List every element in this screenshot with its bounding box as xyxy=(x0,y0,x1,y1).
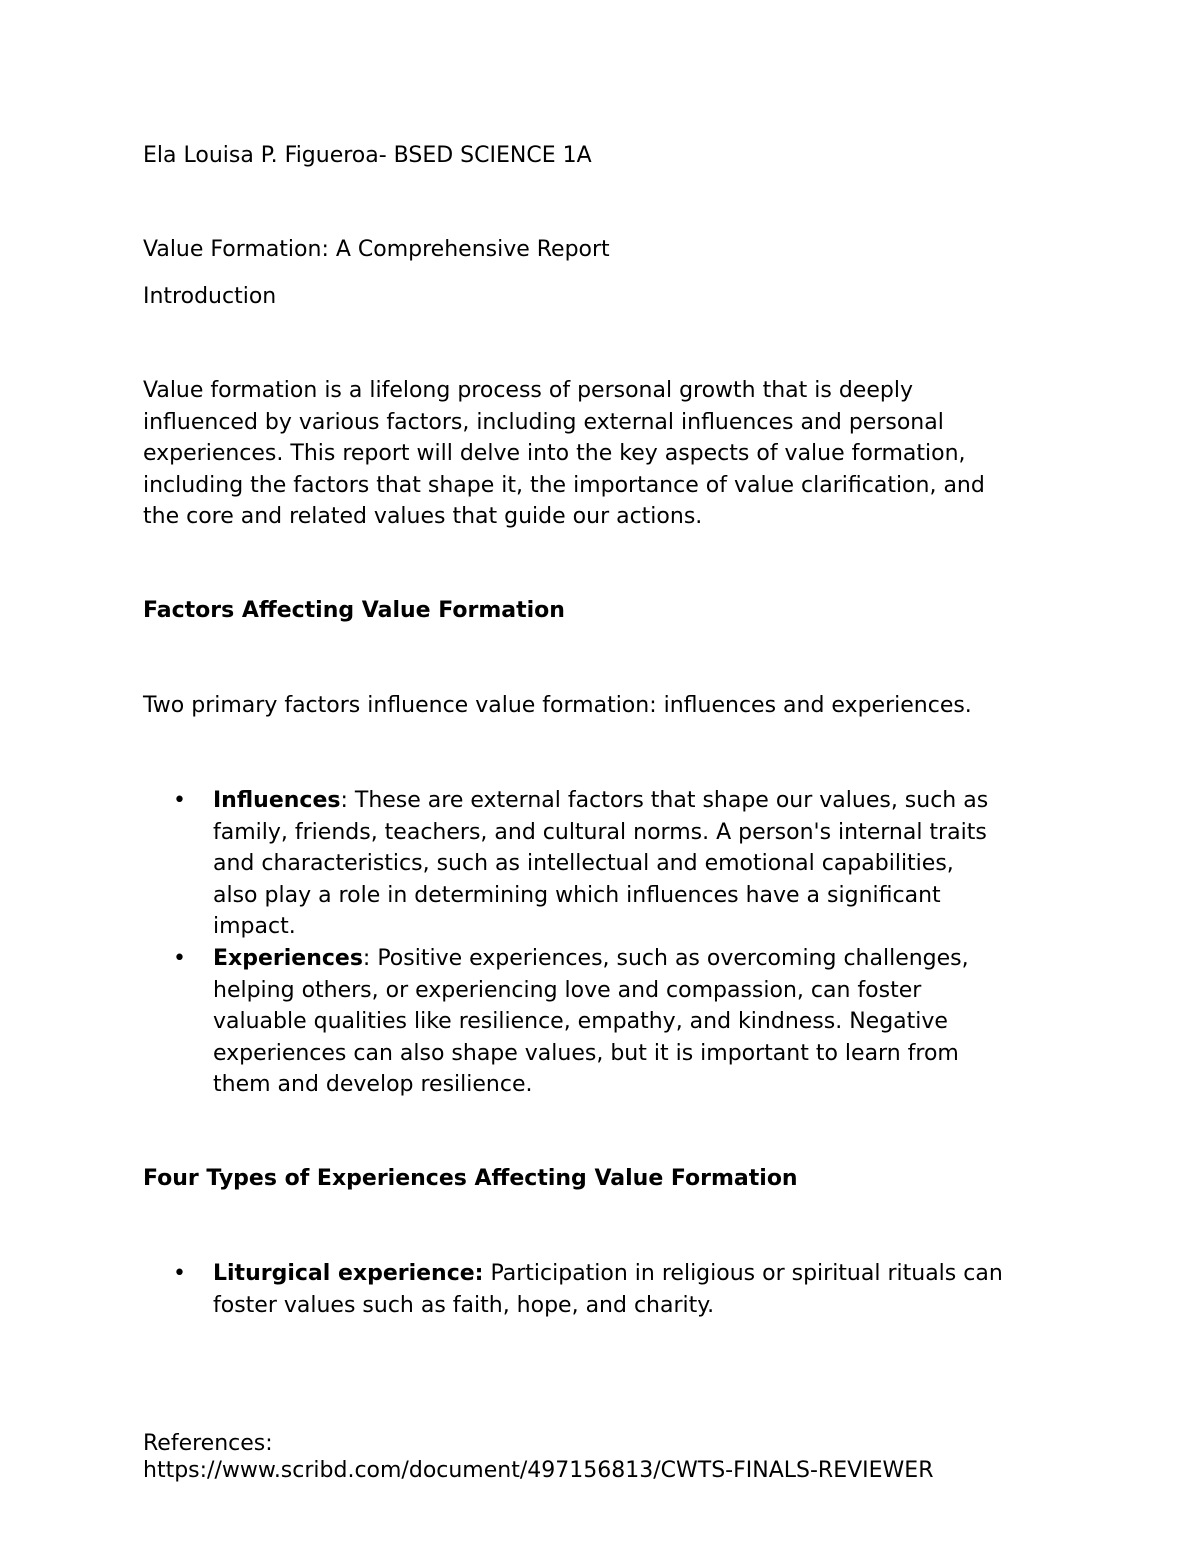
bullet-body: Participation in religious or spiritual rituals can foster values such as faith, hope, and charity. xyxy=(213,1261,1003,1318)
document-title: Value Formation: A Comprehensive Report xyxy=(143,237,610,262)
intro-heading: Introduction xyxy=(143,284,277,309)
bullet-body: : Positive experiences, such as overcoming challenges, helping others, or experiencing love and compassion, can foster valuable qualities like resilience, empathy, and kindness. Negative experiences can also shape values, but it is important to learn from them and develop resilience. xyxy=(213,946,969,1097)
intro-paragraph: Value formation is a lifelong process of personal growth that is deeply influenced by various factors, including external influences and personal experiences. This report will delve into the key aspects of value formation, including the factors that shape it, the importance of value clarification, and the core and related values that guide our actions. xyxy=(143,378,985,529)
bullet-icon: • xyxy=(173,946,186,971)
bullet-term: Experiences xyxy=(213,946,363,971)
bullet-term: Liturgical experience: xyxy=(213,1261,484,1286)
types-heading: Four Types of Experiences Affecting Value Formation xyxy=(143,1166,798,1191)
references-link[interactable]: https://www.scribd.com/document/497156813/CWTS-FINALS-REVIEWER xyxy=(143,1458,934,1483)
document-page xyxy=(143,0,1103,1553)
bullet-text xyxy=(213,1258,1073,1321)
bullet-text xyxy=(213,943,1073,1101)
bullet-term: Influences xyxy=(213,788,341,813)
bullet-icon: • xyxy=(173,1261,186,1286)
references-label: References: xyxy=(143,1431,273,1456)
bullet-text xyxy=(213,785,1073,943)
bullet-body: : These are external factors that shape our values, such as family, friends, teachers, and cultural norms. A person's internal traits and characteristics, such as intellectual and emotional capabilities, also play a role in determining which influences have a significant impact. xyxy=(213,788,989,939)
factors-intro: Two primary factors influence value formation: influences and experiences. xyxy=(143,693,972,718)
author-line: Ela Louisa P. Figueroa- BSED SCIENCE 1A xyxy=(143,143,592,168)
factors-heading: Factors Affecting Value Formation xyxy=(143,598,565,623)
bullet-icon: • xyxy=(173,788,186,813)
